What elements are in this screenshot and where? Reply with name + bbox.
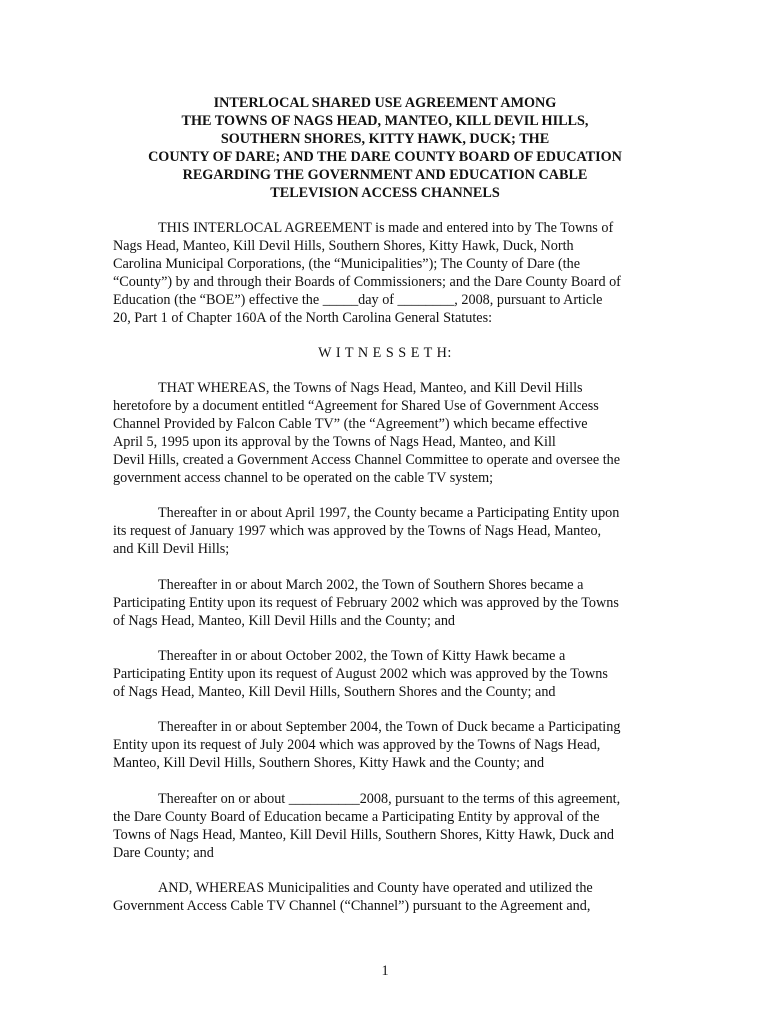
paragraph-line: its request of January 1997 which was approved by the Towns of Nags Head, Manteo, xyxy=(113,523,602,539)
paragraph-2004 xyxy=(113,718,658,772)
paragraph-line: Thereafter in or about April 1997, the County became a Participating Entity upon xyxy=(158,505,620,521)
paragraph-line: Thereafter in or about September 2004, the Town of Duck became a Participating xyxy=(158,719,621,735)
paragraph-line: heretofore by a document entitled “Agreement for Shared Use of Government Access xyxy=(113,398,599,414)
paragraph-2002-october xyxy=(113,647,658,701)
paragraph-line: Entity upon its request of July 2004 which was approved by the Towns of Nags Head, xyxy=(113,737,601,753)
and-whereas-paragraph xyxy=(113,879,658,915)
paragraph-line: AND, WHEREAS Municipalities and County have operated and utilized the xyxy=(158,880,593,896)
paragraph-line: Government Access Cable TV Channel (“Channel”) pursuant to the Agreement and, xyxy=(113,898,591,914)
title-line: REGARDING THE GOVERNMENT AND EDUCATION CABLE xyxy=(182,167,588,183)
paragraph-line: April 5, 1995 upon its approval by the Towns of Nags Head, Manteo, and Kill xyxy=(113,434,556,450)
paragraph-line: of Nags Head, Manteo, Kill Devil Hills and the County; and xyxy=(113,613,456,629)
title-line: SOUTHERN SHORES, KITTY HAWK, DUCK; THE xyxy=(220,131,550,147)
document-title xyxy=(100,94,670,202)
paragraph-line: THAT WHEREAS, the Towns of Nags Head, Manteo, and Kill Devil Hills xyxy=(158,380,583,396)
whereas-paragraph xyxy=(113,379,658,487)
paragraph-line: Towns of Nags Head, Manteo, Kill Devil Hills, Southern Shores, Kitty Hawk, Duck and xyxy=(113,827,615,843)
paragraph-line: Channel Provided by Falcon Cable TV” (the “Agreement”) which became effective xyxy=(113,416,588,432)
paragraph-line: Thereafter on or about __________2008, pursuant to the terms of this agreement, xyxy=(158,791,621,807)
intro-paragraph xyxy=(113,219,658,327)
paragraph-line: the Dare County Board of Education became a Participating Entity by approval of the xyxy=(113,809,600,825)
paragraph-line: Manteo, Kill Devil Hills, Southern Shores, Kitty Hawk and the County; and xyxy=(113,755,545,771)
paragraph-line: Carolina Municipal Corporations, (the “Municipalities”); The County of Dare (the xyxy=(113,256,581,272)
paragraph-line: Education (the “BOE”) effective the _____day of ________, 2008, pursuant to Article xyxy=(113,292,603,308)
paragraph-line: 20, Part 1 of Chapter 160A of the North Carolina General Statutes: xyxy=(113,310,493,326)
paragraph-2002-march xyxy=(113,576,658,630)
paragraph-line: Nags Head, Manteo, Kill Devil Hills, Southern Shores, Kitty Hawk, Duck, North xyxy=(113,238,574,254)
paragraph-line: Devil Hills, created a Government Access Channel Committee to operate and oversee the xyxy=(113,452,621,468)
paragraph-line: Thereafter in or about October 2002, the Town of Kitty Hawk became a xyxy=(158,648,566,664)
paragraph-line: of Nags Head, Manteo, Kill Devil Hills, Southern Shores and the County; and xyxy=(113,684,556,700)
title-line: TELEVISION ACCESS CHANNELS xyxy=(270,185,500,201)
paragraph-line: and Kill Devil Hills; xyxy=(113,541,230,557)
paragraph-2008 xyxy=(113,790,658,862)
paragraph-1997 xyxy=(113,504,658,558)
page-number: 1 xyxy=(381,963,389,979)
paragraph-line: Dare County; and xyxy=(113,845,214,861)
title-line: THE TOWNS OF NAGS HEAD, MANTEO, KILL DEVIL HILLS, xyxy=(181,113,589,129)
paragraph-line: THIS INTERLOCAL AGREEMENT is made and entered into by The Towns of xyxy=(158,220,614,236)
paragraph-line: Participating Entity upon its request of February 2002 which was approved by the Towns xyxy=(113,595,619,611)
paragraph-line: Participating Entity upon its request of August 2002 which was approved by the Towns xyxy=(113,666,608,682)
title-line: INTERLOCAL SHARED USE AGREEMENT AMONG xyxy=(213,95,557,111)
paragraph-line: Thereafter in or about March 2002, the Town of Southern Shores became a xyxy=(158,577,584,593)
paragraph-line: government access channel to be operated on the cable TV system; xyxy=(113,470,494,486)
title-line: COUNTY OF DARE; AND THE DARE COUNTY BOARD OF EDUCATION xyxy=(148,149,622,165)
paragraph-line: “County”) by and through their Boards of Commissioners; and the Dare County Board of xyxy=(113,274,621,290)
witnesseth-heading: W I T N E S S E T H: xyxy=(318,345,452,361)
